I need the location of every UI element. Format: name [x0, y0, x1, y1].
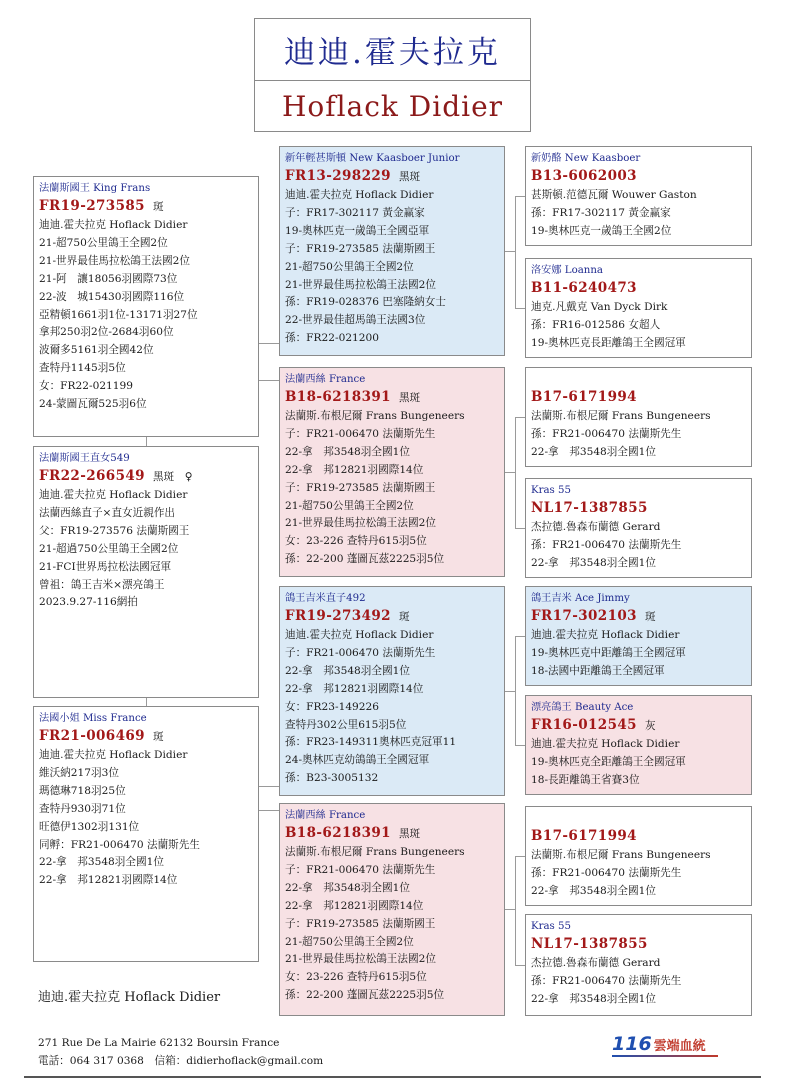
ring-number: B17-6171994 [531, 389, 637, 405]
pedigree-line: 法蘭斯.布根尼爾 Frans Bungeneers [285, 410, 465, 422]
pedigree-line: 21-FCI世界馬拉松法國冠軍 [39, 560, 172, 573]
pedigree-line: 孫：FR22-021200 [285, 332, 380, 345]
dam-box [33, 446, 259, 698]
pedigree-line: 19-奧林匹克全距離鴿王全國冠軍 [531, 755, 686, 768]
pedigree-line: 迪迪.霍夫拉克 Hoflack Didier [285, 189, 434, 201]
pedigree-line: 女：23-226 查特丹615羽5位 [285, 971, 427, 984]
pedigree-line: 22-拿 邦3548羽全國1位 [285, 445, 410, 458]
connector-h [505, 909, 515, 910]
pedigree-line: 22-拿 邦3548羽全國1位 [531, 992, 656, 1005]
title-chinese: 迪迪.霍夫拉克 [255, 19, 530, 81]
ring-number: B11-6240473 [531, 280, 637, 296]
ring-number-row [531, 499, 747, 519]
ring-number-row [39, 467, 254, 487]
pedigree-line: 孫：FR21-006470 法蘭斯先生 [531, 427, 682, 440]
pedigree-line: 22-拿 邦3548羽全國1位 [531, 445, 656, 458]
address: 271 Rue De La Mairie 62132 Boursin France [38, 1037, 280, 1049]
pigeon-name: 鴿王吉米 Ace Jimmy [531, 593, 630, 604]
pedigree-line: 22-拿 邦3548羽全國1位 [39, 856, 164, 869]
phone-email: 電話：064 317 0368 信箱：didierhoflack@gmail.com [38, 1055, 324, 1067]
pedigree-line: 19-奧林匹克中距離鴿王全國冠軍 [531, 646, 686, 659]
pedigree-line: 女：23-226 查特丹615羽5位 [285, 535, 427, 548]
pigeon-name: 法國小姐 Miss France [39, 713, 147, 724]
pedigree-line: 法蘭斯.布根尼爾 Frans Bungeneers [285, 846, 465, 858]
color-gender: 斑 [644, 611, 656, 623]
pedigree-line: 維沃納217羽3位 [39, 766, 119, 779]
pigeon-name: 新年輕甚斯頓 New Kaasboer Junior [285, 153, 460, 164]
ring-number-row [285, 388, 500, 408]
pigeon-name: 法蘭斯國王直女549 [39, 453, 130, 464]
pedigree-line: 22-拿 邦3548羽全國1位 [531, 884, 656, 897]
sd-sire-box [525, 367, 752, 467]
pigeon-name: 鴿王吉米直子492 [285, 593, 366, 604]
pigeon-name: 法蘭斯國王 King Frans [39, 183, 151, 194]
pedigree-line: 22-拿 邦3548羽全國1位 [285, 881, 410, 894]
pedigree-line: 杰拉德.魯森布蘭德 Gerard [531, 957, 661, 969]
pedigree-line: 22-拿 邦12821羽國際14位 [285, 682, 424, 695]
title-english: Hoflack Didier [281, 89, 504, 123]
connector-v [515, 196, 516, 308]
pedigree-line: 迪迪.霍夫拉克 Hoflack Didier [39, 219, 188, 231]
connector-h [505, 691, 515, 692]
sire-box [33, 176, 259, 437]
pedigree-line: 22-波 城15430羽國際116位 [39, 290, 185, 303]
pedigree-line: 21-超750公里鴿王全國2位 [39, 236, 168, 249]
pedigree-line: 孫：FR17-302117 黃金赢家 [531, 206, 671, 219]
pedigree-line: 子：FR19-273585 法蘭斯國王 [285, 481, 436, 494]
pigeon-name: 法蘭西絲 France [285, 810, 366, 821]
logo-text: 雲端血統 [653, 1038, 706, 1054]
pedigree-line: 21-世界最佳馬拉松鴿王法國2位 [285, 517, 436, 530]
pedigree-line: 22-拿 邦12821羽國際14位 [285, 899, 424, 912]
pedigree-line: 瑪德琳718羽25位 [39, 784, 126, 797]
connector-h [515, 965, 525, 966]
pedigree-line: 查特丹302公里615羽5位 [285, 718, 407, 731]
connector-h [515, 196, 525, 197]
pigeon-name [531, 811, 747, 827]
pedigree-line: 迪克.凡戴克 Van Dyck Dirk [531, 301, 668, 313]
pedigree-line: 子：FR21-006470 法蘭斯先生 [285, 427, 436, 440]
pedigree-line: 杰拉德.魯森布蘭德 Gerard [531, 521, 661, 533]
pedigree-line: 拿邦250羽2位-2684羽60位 [39, 326, 174, 339]
color-gender: 灰 [644, 720, 656, 732]
ring-number: FR19-273585 [39, 198, 145, 214]
ring-number: NL17-1387855 [531, 936, 648, 952]
pedigree-line: 21-阿 讓18056羽國際73位 [39, 272, 178, 285]
pedigree-line: 21-超750公里鴿王全國2位 [285, 935, 414, 948]
pedigree-line: 查特丹930羽71位 [39, 802, 126, 815]
owner-name: 迪迪.霍夫拉克 Hoflack Didier [38, 990, 221, 1005]
ring-number: B18-6218391 [285, 389, 391, 405]
sire-sire-box [279, 146, 505, 356]
ring-number-row [39, 727, 254, 747]
ring-number: B17-6171994 [531, 828, 637, 844]
pedigree-line: 孫：FR21-006470 法蘭斯先生 [531, 538, 682, 551]
pedigree-line: 迪迪.霍夫拉克 Hoflack Didier [285, 629, 434, 641]
ring-number: FR13-298229 [285, 168, 391, 184]
ss-sire-box [525, 146, 752, 246]
pedigree-line: 21-超過750公里鴿王全國2位 [39, 542, 179, 555]
ring-number-row [531, 607, 747, 627]
pigeon-name [531, 372, 747, 388]
ring-number-row [531, 279, 747, 299]
contact-info [38, 1034, 323, 1070]
ring-number-row [531, 167, 747, 187]
ring-number: FR22-266549 [39, 468, 145, 484]
pedigree-line: 21-超750公里鴿王全國2位 [285, 499, 414, 512]
pedigree-line: 22-世界最佳超馬鴿王法國3位 [285, 314, 426, 327]
pedigree-line: 24-蒙圖瓦爾525羽6位 [39, 398, 147, 411]
pedigree-line: 孫：FR19-028376 巴塞隆納女士 [285, 296, 446, 309]
ring-number: FR21-006469 [39, 728, 145, 744]
ring-number-row [531, 716, 747, 736]
connector-v [515, 636, 516, 745]
ring-number: B13-6062003 [531, 168, 637, 184]
pedigree-line: 迪迪.霍夫拉克 Hoflack Didier [39, 489, 188, 501]
connector-h [259, 810, 279, 811]
footer-divider [24, 1076, 761, 1078]
ring-number: FR16-012545 [531, 717, 637, 733]
connector-h [515, 528, 525, 529]
color-gender: 斑 [398, 611, 410, 623]
logo-number: 116 [612, 1033, 652, 1055]
pedigree-line: 19-奧林匹克一歲鴿王全國2位 [531, 224, 672, 237]
connector-h [505, 251, 515, 252]
color-gender: 黑斑 [398, 392, 421, 404]
ring-number-row [531, 935, 747, 955]
ds-sire-box [525, 586, 752, 686]
ring-number-row [285, 824, 500, 844]
pedigree-line: 甚斯頓.范德瓦爾 Wouwer Gaston [531, 189, 697, 201]
pedigree-line: 孫：FR21-006470 法蘭斯先生 [531, 974, 682, 987]
pigeon-name: Kras 55 [531, 921, 571, 932]
pedigree-line: 2023.9.27-116網拍 [39, 596, 138, 609]
pedigree-line: 同孵：FR21-006470 法蘭斯先生 [39, 838, 200, 851]
connector-h [515, 308, 525, 309]
connector-v [146, 698, 147, 706]
pedigree-line: 女：FR22-021199 [39, 380, 134, 393]
connector-h [515, 417, 525, 418]
pedigree-line: 迪迪.霍夫拉克 Hoflack Didier [531, 738, 680, 750]
pigeon-name: 漂亮鴿王 Beauty Ace [531, 702, 634, 713]
pedigree-line: 22-拿 邦3548羽全國1位 [285, 664, 410, 677]
color-gender: 黑斑 ♀ [152, 471, 193, 483]
dam-dam-box [279, 803, 505, 1016]
pedigree-line: 法蘭斯.布根尼爾 Frans Bungeneers [531, 410, 711, 422]
pedigree-line: 孫：B23-3005132 [285, 772, 379, 785]
pedigree-line: 子：FR21-006470 法蘭斯先生 [285, 863, 436, 876]
logo-underline [612, 1055, 718, 1057]
pedigree-line: 19-奧林匹克一歲鴿王全國亞軍 [285, 224, 430, 237]
pedigree-line: 孫：FR23-149311奧林匹克冠軍11 [285, 736, 457, 749]
pedigree-line: 查特丹1145羽5位 [39, 362, 126, 375]
pedigree-line: 子：FR19-273585 法蘭斯國王 [285, 242, 436, 255]
pedigree-line: 18-長距離鴿王省賽3位 [531, 773, 640, 786]
pigeon-name: 法蘭西絲 France [285, 374, 366, 385]
connector-v [515, 417, 516, 528]
connector-h [515, 856, 525, 857]
pedigree-line: 22-拿 邦3548羽全國1位 [531, 556, 656, 569]
connector-h [515, 745, 525, 746]
pedigree-line: 女：FR23-149226 [285, 700, 380, 713]
pedigree-line: 曾祖：鴿王吉米×漂亮鴿王 [39, 578, 165, 591]
pedigree-line: 24-奧林匹克幼鴿鴿王全國冠軍 [285, 754, 430, 767]
dd-dam-box [525, 914, 752, 1016]
pedigree-line: 子：FR21-006470 法蘭斯先生 [285, 646, 436, 659]
connector-h [259, 380, 279, 381]
color-gender: 黑斑 [398, 828, 421, 840]
pedigree-line: 旺德伊1302羽131位 [39, 820, 140, 833]
dd-sire-box [525, 806, 752, 906]
pedigree-line: 21-超750公里鴿王全國2位 [285, 260, 414, 273]
ring-number: FR19-273492 [285, 608, 391, 624]
connector-h [259, 343, 279, 344]
ring-number-row [285, 607, 500, 627]
connector-v [515, 856, 516, 965]
pedigree-line: 子：FR19-273585 法蘭斯國王 [285, 917, 436, 930]
pedigree-line: 孫：22-200 蓬圖瓦茲2225羽5位 [285, 989, 445, 1002]
ring-number: FR17-302103 [531, 608, 637, 624]
pedigree-line: 法蘭西絲直子×直女近親作出 [39, 506, 176, 519]
ds-dam-box [525, 695, 752, 795]
pedigree-line: 18-法國中距離鴿王全國冠軍 [531, 664, 665, 677]
color-gender: 斑 [152, 201, 164, 213]
pedigree-line: 迪迪.霍夫拉克 Hoflack Didier [39, 749, 188, 761]
pedigree-line: 21-世界最佳馬拉松鴿王法國2位 [39, 254, 190, 267]
pedigree-line: 孫：FR16-012586 女超人 [531, 318, 661, 331]
dam-sire-box [279, 586, 505, 796]
pedigree-line: 21-世界最佳馬拉松鴿王法國2位 [285, 278, 436, 291]
pedigree-line: 21-世界最佳馬拉松鴿王法國2位 [285, 953, 436, 966]
sire-dam-box [279, 367, 505, 577]
ring-number: B18-6218391 [285, 825, 391, 841]
connector-h [259, 786, 279, 787]
pigeon-name: 新奶酪 New Kaasboer [531, 153, 641, 164]
pedigree-line: 父：FR19-273576 法蘭斯國王 [39, 524, 190, 537]
pedigree-line: 波爾多5161羽全國42位 [39, 344, 154, 357]
color-gender: 斑 [152, 731, 164, 743]
color-gender: 黑斑 [398, 171, 421, 183]
brand-logo [612, 1030, 722, 1058]
pedigree-line: 法蘭斯.布根尼爾 Frans Bungeneers [531, 849, 711, 861]
pigeon-name: 洛安娜 Loanna [531, 265, 603, 276]
connector-h [515, 636, 525, 637]
pigeon-name: Kras 55 [531, 485, 571, 496]
connector-h [505, 472, 515, 473]
pedigree-line: 19-奧林匹克長距離鴿王全國冠軍 [531, 336, 686, 349]
pedigree-line: 子：FR17-302117 黃金赢家 [285, 206, 425, 219]
pedigree-line: 亞精頓1661羽1位-13171羽27位 [39, 308, 198, 321]
pedigree-line: 孫：22-200 蓬圖瓦茲2225羽5位 [285, 553, 445, 566]
ring-number-row [285, 167, 500, 187]
pedigree-line: 22-拿 邦12821羽國際14位 [39, 874, 178, 887]
pedigree-line: 22-拿 邦12821羽國際14位 [285, 463, 424, 476]
ring-number-row [531, 827, 747, 847]
title-box [254, 18, 531, 132]
pedigree-line: 孫：FR21-006470 法蘭斯先生 [531, 866, 682, 879]
ss-dam-box [525, 258, 752, 358]
pedigree-line: 迪迪.霍夫拉克 Hoflack Didier [531, 629, 680, 641]
ring-number-row [39, 197, 254, 217]
sibling-box [33, 706, 259, 962]
ring-number: NL17-1387855 [531, 500, 648, 516]
sd-dam-box [525, 478, 752, 578]
connector-v [146, 437, 147, 446]
ring-number-row [531, 388, 747, 408]
